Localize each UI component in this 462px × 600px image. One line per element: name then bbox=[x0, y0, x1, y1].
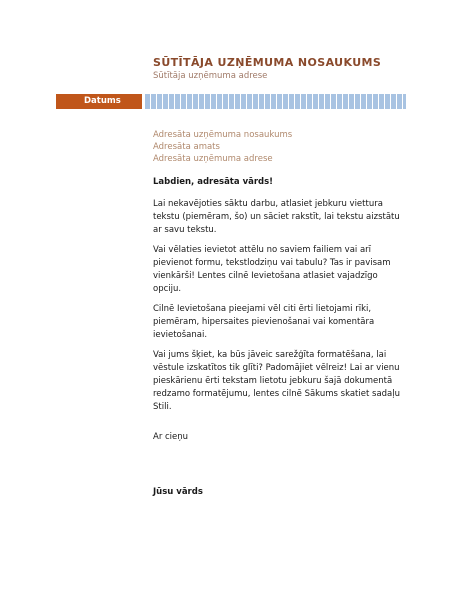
sender-company-name[interactable]: SŪTĪTĀJA UZŅĒMUMA NOSAUKUMS bbox=[153, 56, 382, 69]
letter-body bbox=[153, 198, 407, 421]
signature-name[interactable]: Jūsu vārds bbox=[153, 487, 203, 497]
sender-company-address[interactable]: Sūtītāja uzņēmuma adrese bbox=[153, 71, 268, 81]
recipient-block bbox=[153, 129, 292, 165]
body-paragraph[interactable]: Vai vēlaties ievietot attēlu no saviem failiem vai arī pievienot formu, tekstlodziņu vai tabulu? Tas ir pavisam vienkārši! Lentes cilnē Ievietošana atlasiet vajadzīgo opciju. bbox=[153, 245, 391, 294]
body-paragraph[interactable]: Lai nekavējoties sāktu darbu, atlasiet jebkuru vietturа tekstu (piemēram, šo) un sāciet rakstīt, lai tekstu aizstātu ar savu tekstu. bbox=[153, 199, 400, 235]
date-bar bbox=[56, 94, 406, 109]
recipient-company-name[interactable]: Adresāta uzņēmuma nosaukums bbox=[153, 130, 293, 140]
recipient-title[interactable]: Adresāta amats bbox=[153, 142, 220, 152]
decorative-stripe bbox=[145, 94, 406, 109]
body-paragraph[interactable]: Vai jums šķiet, ka būs jāveic sarežģīta formatēšana, lai vēstule izskatītos tik glīti? Padomājiet vēlreiz! Lai ar vienu pieskārienu ērti tekstam lietotu jebkuru šajā dokumentā redzamo formatējumu, lentes cilnē Sākums skatiet sadaļu Stili. bbox=[153, 350, 401, 412]
salutation[interactable]: Labdien, adresāta vārds! bbox=[153, 177, 274, 187]
date-block[interactable] bbox=[56, 94, 142, 109]
recipient-company-address[interactable]: Adresāta uzņēmuma adrese bbox=[153, 154, 273, 164]
body-paragraph[interactable]: Cilnē Ievietošana pieejami vēl citi ērti lietojami rīki, piemēram, hipersaites pievienošanai vai komentāra ievietošanai. bbox=[153, 304, 375, 340]
date-label[interactable]: Datums bbox=[84, 96, 121, 106]
closing[interactable]: Ar cieņu bbox=[153, 432, 189, 442]
